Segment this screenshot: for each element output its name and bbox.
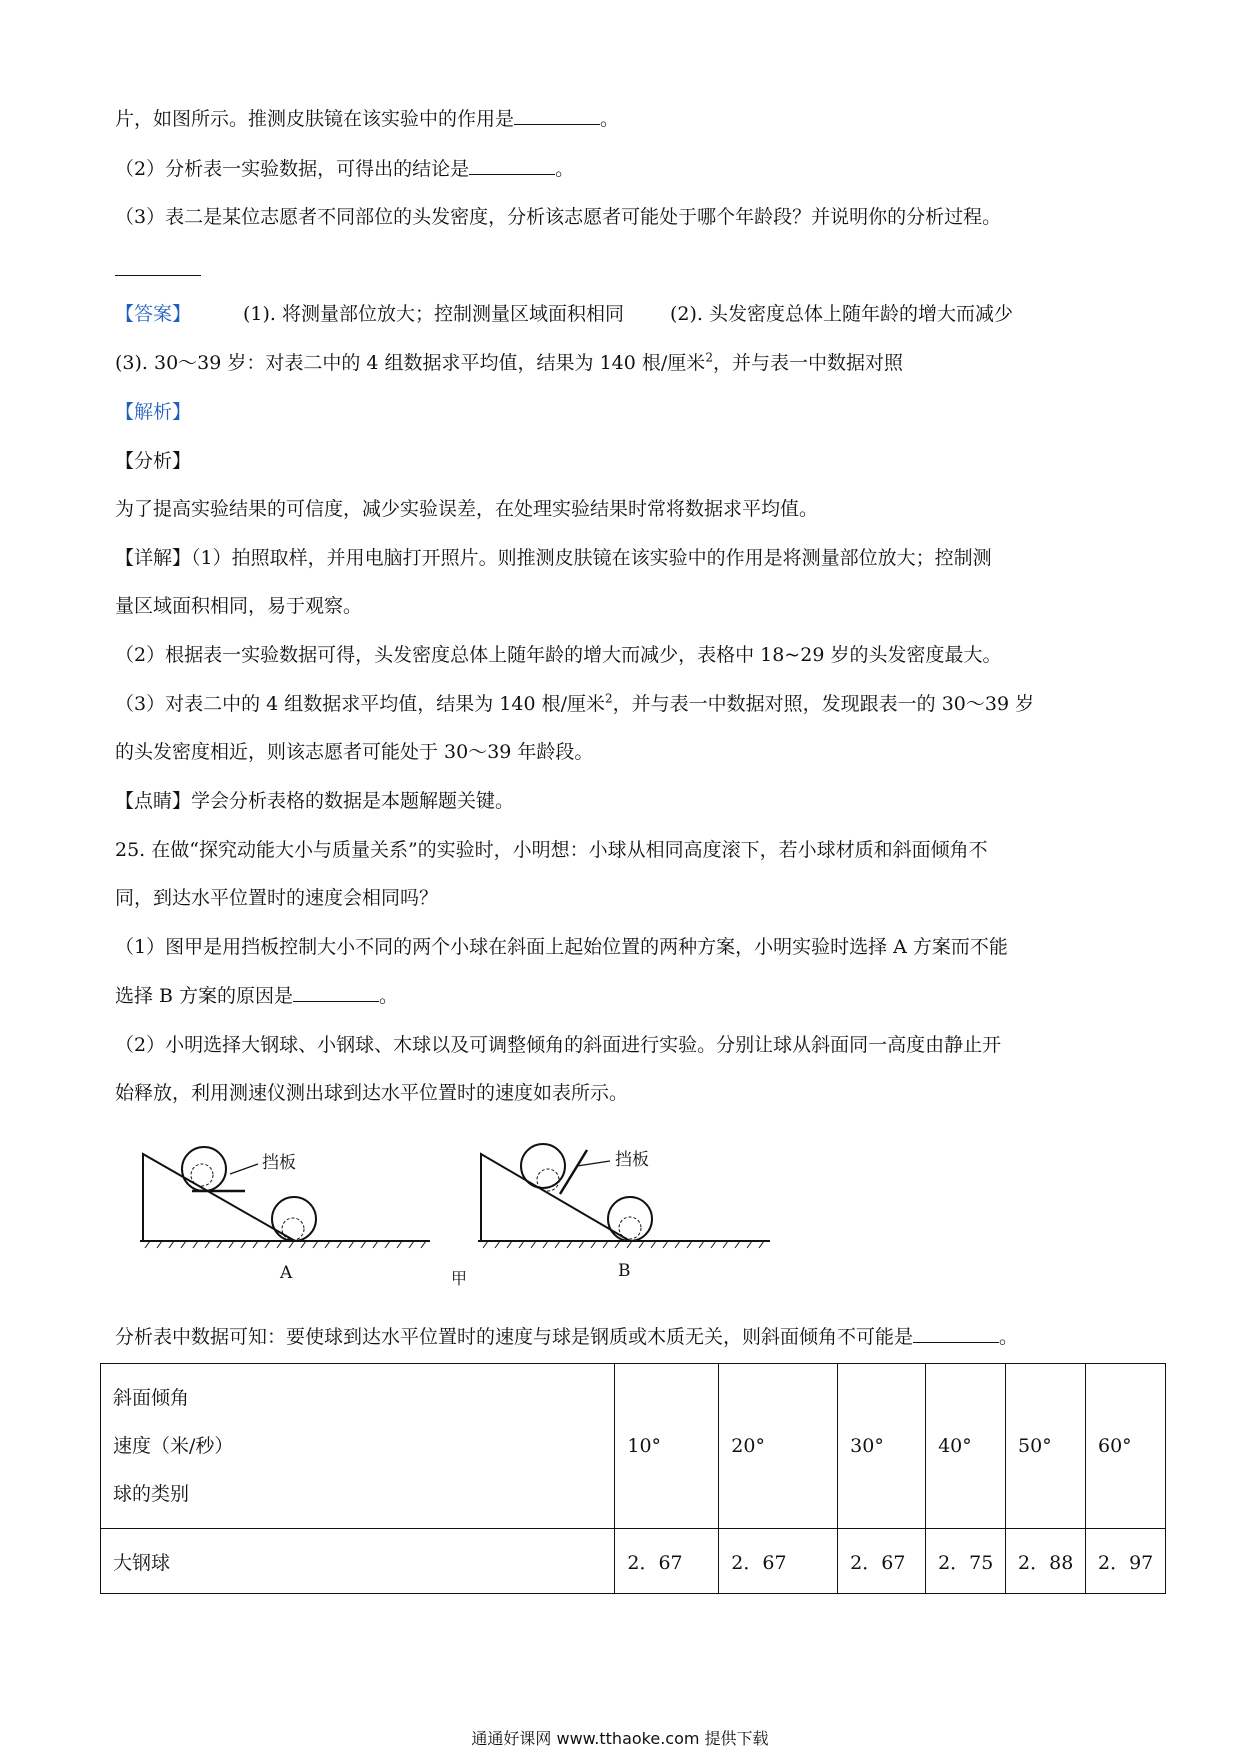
speed-table	[100, 1363, 1166, 1594]
question-25-1-line-b: 选择 B 方案的原因是 。	[115, 985, 399, 1007]
large-ball-b	[521, 1144, 565, 1188]
detail-line-1b: 量区域面积相同，易于观察。	[115, 595, 363, 617]
fenxi-text: 为了提高实验结果的可信度，减少实验误差，在处理实验结果时常将数据求平均值。	[115, 498, 819, 520]
ground-hatch-b	[483, 1241, 764, 1248]
analysis-question: 分析表中数据可知：要使球到达水平位置时的速度与球是钢质或木质无关，则斜面倾角不可能是 。	[115, 1326, 1019, 1348]
answer-label: 【答案】	[115, 303, 192, 325]
question-25-2-line-b: 始释放，利用测速仪测出球到达水平位置时的速度如表所示。	[115, 1082, 629, 1104]
baffle-label-b: 挡板	[615, 1150, 649, 1170]
question-25-2-line-a: （2）小明选择大钢球、小钢球、木球以及可调整倾角的斜面进行实验。分别让球从斜面同一高度由静止开	[115, 1034, 1002, 1056]
angle-cell: 30°	[838, 1364, 926, 1529]
fenxi-label: 【分析】	[115, 450, 192, 472]
ball-bottom-b	[608, 1197, 652, 1241]
value-cell: 2．97	[1086, 1529, 1166, 1594]
answer-line: 【答案】 (1). 将测量部位放大；控制测量区域面积相同 (2). 头发密度总体上随年龄的增大而减少	[115, 303, 1014, 325]
value-cell: 2．67	[615, 1529, 719, 1594]
value-cell: 2．88	[1006, 1529, 1086, 1594]
answer-blank[interactable]	[514, 106, 600, 125]
value-cell: 2．67	[838, 1529, 926, 1594]
small-ball-outline-a2	[282, 1218, 304, 1240]
answer-blank[interactable]	[913, 1324, 999, 1343]
label-a: A	[280, 1263, 293, 1283]
figure-caption: 甲	[451, 1269, 468, 1288]
incline-b	[481, 1154, 630, 1241]
question-25-line-a: 25. 在做“探究动能大小与质量关系”的实验时，小明想：小球从相同高度滚下，若小球材质和斜面倾角不	[115, 839, 988, 861]
answer-line-3: (3). 30～39 岁：对表二中的 4 组数据求平均值，结果为 140 根/厘米$^2$，并与表一中数据对照	[115, 350, 903, 374]
large-ball-a	[182, 1147, 226, 1191]
text-line-1: 片，如图所示。推测皮肤镜在该实验中的作用是 。	[115, 108, 620, 130]
question-25-1-line-a: （1）图甲是用挡板控制大小不同的两个小球在斜面上起始位置的两种方案，小明实验时选择 A 方案而不能	[115, 936, 1008, 958]
baffle-pointer-b	[577, 1161, 610, 1166]
value-cell: 2．67	[719, 1529, 838, 1594]
text-line-2: （2）分析表一实验数据，可得出的结论是 。	[115, 158, 575, 180]
ball-bottom-a	[272, 1197, 316, 1241]
header-cell: 斜面倾角 速度（米/秒） 球的类别	[101, 1364, 615, 1529]
answer-blank[interactable]	[469, 156, 555, 175]
page-footer: 通通好课网 www.tthaoke.com 提供下载	[471, 1729, 769, 1748]
answer-blank[interactable]	[293, 983, 379, 1002]
analysis-label: 【解析】	[115, 401, 192, 423]
table-row	[101, 1529, 1166, 1594]
ground-hatch-a	[145, 1241, 426, 1248]
angle-cell: 50°	[1006, 1364, 1086, 1529]
table-header-row	[101, 1364, 1166, 1529]
angle-cell: 20°	[719, 1364, 838, 1529]
small-ball-outline-b2	[619, 1217, 641, 1239]
detail-line-3a: （3）对表二中的 4 组数据求平均值，结果为 140 根/厘米$^2$，并与表一中数据对照，发现跟表一的 30～39 岁	[115, 691, 1035, 715]
detail-line-3b: 的头发密度相近，则该志愿者可能处于 30～39 年龄段。	[115, 741, 594, 763]
text-line-3: （3）表二是某位志愿者不同部位的头发密度，分析该志愿者可能处于哪个年龄段？并说明你的分析过程。	[115, 206, 1002, 228]
angle-cell: 40°	[926, 1364, 1006, 1529]
incline-figure	[140, 1132, 780, 1294]
angle-cell: 60°	[1086, 1364, 1166, 1529]
row-label: 大钢球	[101, 1529, 615, 1594]
answer-blank-line[interactable]	[115, 275, 201, 276]
baffle-pointer-a	[230, 1164, 258, 1174]
small-ball-outline-a	[191, 1164, 213, 1186]
question-25-line-b: 同，到达水平位置时的速度会相同吗？	[115, 887, 439, 909]
detail-line-1a: 【详解】（1）拍照取样，并用电脑打开照片。则推测皮肤镜在该实验中的作用是将测量部位放大；控制测	[115, 547, 992, 569]
label-b: B	[618, 1261, 631, 1281]
dianjing-line: 【点睛】学会分析表格的数据是本题解题关键。	[115, 790, 515, 812]
value-cell: 2．75	[926, 1529, 1006, 1594]
baffle-label-a: 挡板	[262, 1153, 296, 1173]
angle-cell: 10°	[615, 1364, 719, 1529]
detail-line-2: （2）根据表一实验数据可得，头发密度总体上随年龄的增大而减少，表格中 18~29 岁的头发密度最大。	[115, 644, 1002, 666]
